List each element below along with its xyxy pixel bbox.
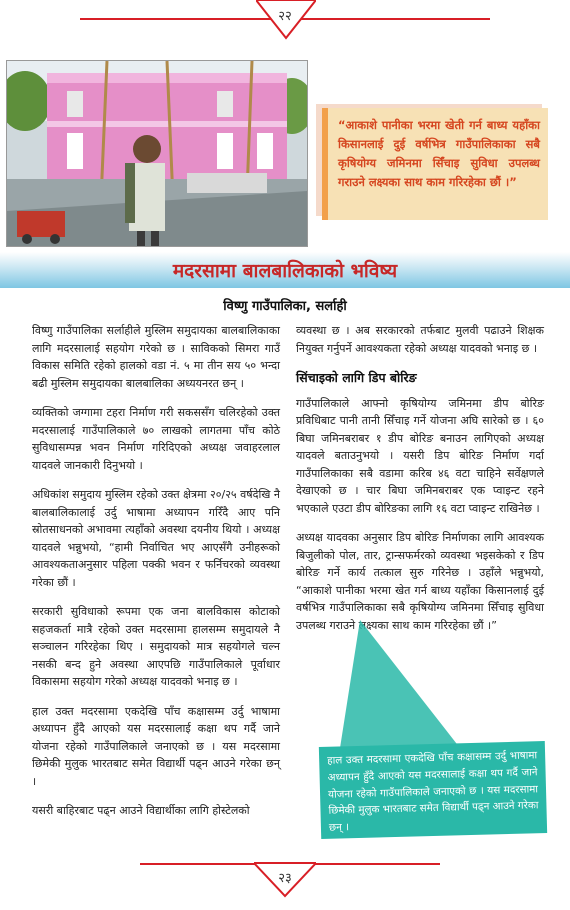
article-byline: विष्णु गाउँपालिका, सर्लाही	[223, 299, 347, 314]
pull-quote: “आकाशे पानीका भरमा खेती गर्न बाध्य यहाँका किसानलाई दुई वर्षभित्र गाउँपालिकाका सबै कृषियोग्य जमिनमा सिँचाइ सुविधा उपलब्ध गराउने लक्ष्यका साथ काम गरिरहेका छौं ।”	[322, 108, 548, 220]
madrasa-photo	[6, 60, 308, 247]
page-number-bottom: २३	[278, 871, 292, 886]
left-paragraph: अधिकांश समुदाय मुस्लिम रहेको उक्त क्षेत्रमा २०/२५ वर्षदेखि नै बालबालिकालाई उर्दु भाषामा अध्यापन गरिँदै आए पनि स्रोतसाधनको अभावमा त्यहाँको अवस्था दयनीय थियो । अध्यक्ष यादवले भन्नुभयो, “हामी निर्वाचित भए आएसँगै उनीहरूको आवश्यकताअनुसार पहिला पक्की भवन र फर्निचरको व्यवस्था गरेका छौं ।	[32, 488, 280, 589]
left-paragraph: यसरी बाहिरबाट पढ्न आउने विद्यार्थीका लागि होस्टेलको	[32, 804, 250, 817]
left-paragraph: सरकारी सुविधाको रूपमा एक जना बालविकास कोटाको सहजकर्ता मात्रै रहेको उक्त मदरसामा हालसम्म समुदायले नै सञ्चालन गरिरहेका थिए । समुदायको मात्र सहयोगले चल्न नसकी बन्द हुने अवस्था आएपछि गाउँपालिकाले पूर्वाधार विकासमा सहयोग गरेको अध्यक्ष यादवको भनाइ छ ।	[32, 605, 280, 688]
right-paragraph: गाउँपालिकाले आफ्नो कृषियोग्य जमिनमा डीप बोरिङ प्रविधिबाट पानी तानी सिँचाइ गर्ने योजना अघि सारेको छ । ६० बिघा जमिनबराबर १ डीप बोरिङ बनाउन लागिएको अध्यक्ष यादवले बताउनुभयो । यसरी डिप बोरिङ निर्माण गर्दा गाउँपालिकाका सबै वडामा करिब ४६ वटा चाहिने सर्वेक्षणले देखाएको छ । चार बिघा जमिनबराबर एक प्वाइन्ट रहने भएकाले एउटा डीप बोरिङका लागि १६ वटा प्वाइन्ट राखिनेछ ।	[296, 396, 544, 515]
right-paragraph: अध्यक्ष यादवका अनुसार डिप बोरिङ निर्माणका लागि आवश्यक बिजुलीको पोल, तार, ट्रान्सफर्मरको व्यवस्था भइसकेको र डिप बोरिङ गर्ने कार्य तत्काल सुरु गरिनेछ । उहाँले भन्नुभयो, “आकाशे पानीका भरमा खेत गर्न बाध्य यहाँका किसानलाई दुई वर्षभित्र गाउँपालिकाका सबै कृषियोग्य जमिनमा सिँचाइ सुविधा उपलब्ध गराउने लक्ष्यका साथ काम गरिरहेका छौं ।”	[296, 531, 544, 632]
left-column	[32, 322, 280, 832]
right-intro: व्यवस्था छ । अब सरकारको तर्फबाट मुलवी पढाउने शिक्षक नियुक्त गर्नुपर्ने आवश्यकता रहेको अध्यक्ष यादवको भनाइ छ ।	[296, 324, 544, 355]
right-column	[296, 322, 544, 646]
callout-pointer	[340, 620, 460, 750]
page-number-top: २२	[278, 9, 292, 24]
article-title: मदरसामा बालबालिकाको भविष्य	[172, 260, 398, 282]
section-heading: सिंचाइको लागि डिप बोरिङ	[296, 370, 417, 385]
left-paragraph: व्यक्तिको जग्गामा टहरा निर्माण गरी सकससँग चलिरहेको उक्त मदरसालाई गाउँपालिकाले ७० लाखको लागतमा पाँच कोठे सुविधासम्पन्न भवन निर्माण गरिदिएको अध्यक्ष जवाहरलाल यादवले जानकारी दिनुभयो ।	[32, 406, 280, 472]
left-paragraph: हाल उक्त मदरसामा एकदेखि पाँच कक्षासम्म उर्दु भाषामा अध्यापन हुँदै आएको यस मदरसालाई कक्षा थप गर्दै जाने योजना रहेको गाउँपालिकाले जनाएको छ । यस मदरसामा छिमेकी मुलुक भारतबाट समेत विद्यार्थी पढ्न आउने गरेका छन् ।	[32, 704, 280, 788]
callout-box: हाल उक्त मदरसामा एकदेखि पाँच कक्षासम्म उर्दु भाषामा अध्यापन हुँदै आएको यस मदरसालाई कक्षा थप गर्दै जाने योजना रहेको गाउँपालिकाले जनाएको छ । यस मदरसामा छिमेकी मुलुक भारतबाट समेत विद्यार्थी पढ्न आउने गरेका छन् ।	[319, 741, 547, 839]
left-paragraph: विष्णु गाउँपालिका सर्लाहीले मुस्लिम समुदायका बालबालिकाका लागि मदरसालाई सहयोग गरेको छ । साविकको सिमरा गाउँ विकास समिति रहेको हालको वडा नं. ५ मा तीन सय ५० भन्दा बढी मुस्लिम समुदायका बालबालिका अध्ययनरत छन् ।	[32, 324, 280, 390]
